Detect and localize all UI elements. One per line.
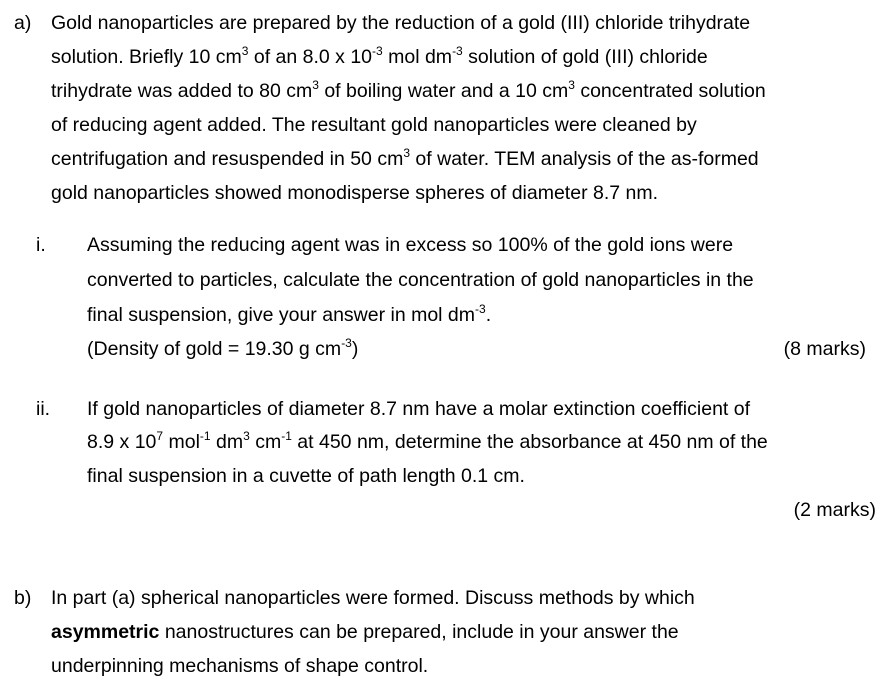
question-a-ii-label: ii. <box>36 398 51 420</box>
text-run: (Density of gold = 19.30 g cm <box>87 338 342 360</box>
text-run: concentrated solution <box>574 80 766 102</box>
text-run: cm <box>249 431 282 453</box>
text-run: In part (a) spherical nanoparticles were formed. Discuss methods by which <box>51 587 695 609</box>
superscript: 3 <box>243 429 250 443</box>
text-run: mol dm <box>382 46 453 68</box>
text-run: ) <box>351 338 359 360</box>
question-a-i-line <box>87 268 754 292</box>
text-run: solution. Briefly 10 cm <box>51 46 242 68</box>
question-a-line <box>51 113 697 137</box>
marks-a-i: (8 marks) <box>783 338 866 360</box>
superscript: 3 <box>241 44 249 58</box>
marks-a-ii: (2 marks) <box>793 499 876 521</box>
question-b-label: b) <box>14 587 32 609</box>
question-a-i-line <box>87 303 491 327</box>
text-run: underpinning mechanisms of shape control. <box>51 655 429 677</box>
superscript: 3 <box>312 78 319 92</box>
text-run: centrifugation and resuspended in 50 cm <box>51 148 404 170</box>
question-a-i-label: i. <box>36 234 46 256</box>
question-a-ii-line <box>87 464 525 488</box>
question-a-ii-line <box>87 397 750 421</box>
text-run: 8.9 x 10 <box>87 431 157 453</box>
question-b-line <box>51 586 695 610</box>
text-run: of an 8.0 x 10 <box>248 46 373 68</box>
superscript: -3 <box>341 336 352 350</box>
text-run: of reducing agent added. The resultant gold nanoparticles were cleaned by <box>51 114 697 136</box>
text-run: Assuming the reducing agent was in excess so 100% of the gold ions were <box>87 234 734 256</box>
superscript: -1 <box>281 429 292 443</box>
text-run: . <box>485 304 492 326</box>
superscript: -1 <box>199 429 211 443</box>
question-a-line <box>51 45 708 69</box>
question-b-line <box>51 654 428 678</box>
question-a-line <box>51 181 658 205</box>
question-a-line <box>51 11 750 35</box>
text-run: solution of gold (III) chloride <box>462 46 708 68</box>
superscript: -3 <box>475 302 486 316</box>
text-run: mol <box>163 431 200 453</box>
text-run: of boiling water and a 10 cm <box>318 80 569 102</box>
text-run: dm <box>210 431 244 453</box>
question-a-line <box>51 79 766 103</box>
question-a-line <box>51 147 759 171</box>
text-run: final suspension in a cuvette of path length 0.1 cm. <box>87 465 525 487</box>
question-a-i-line <box>87 337 358 361</box>
question-b-line <box>51 620 679 644</box>
superscript: -3 <box>372 44 383 58</box>
superscript: 3 <box>403 146 411 160</box>
text-run: nanostructures can be prepared, include in your answer the <box>159 621 679 643</box>
question-a-i-line <box>87 233 733 257</box>
text-run: final suspension, give your answer in mol dm <box>87 304 476 326</box>
text-run: gold nanoparticles showed monodisperse spheres of diameter 8.7 nm. <box>51 182 659 204</box>
superscript: 7 <box>156 429 164 443</box>
text-run: Gold nanoparticles are prepared by the reduction of a gold (III) chloride trihydrate <box>51 12 751 34</box>
superscript: 3 <box>568 78 575 92</box>
text-run: If gold nanoparticles of diameter 8.7 nm have a molar extinction coefficient of <box>87 398 751 420</box>
text-run: of water. TEM analysis of the as-formed <box>410 148 759 170</box>
question-a-ii-line <box>87 430 768 454</box>
text-run: at 450 nm, determine the absorbance at 450 nm of the <box>291 431 768 453</box>
question-a-label: a) <box>14 12 32 34</box>
superscript: -3 <box>452 44 463 58</box>
text-run: trihydrate was added to 80 cm <box>51 80 313 102</box>
text-run: converted to particles, calculate the concentration of gold nanoparticles in the <box>87 269 754 291</box>
bold-text: asymmetric <box>51 621 160 643</box>
